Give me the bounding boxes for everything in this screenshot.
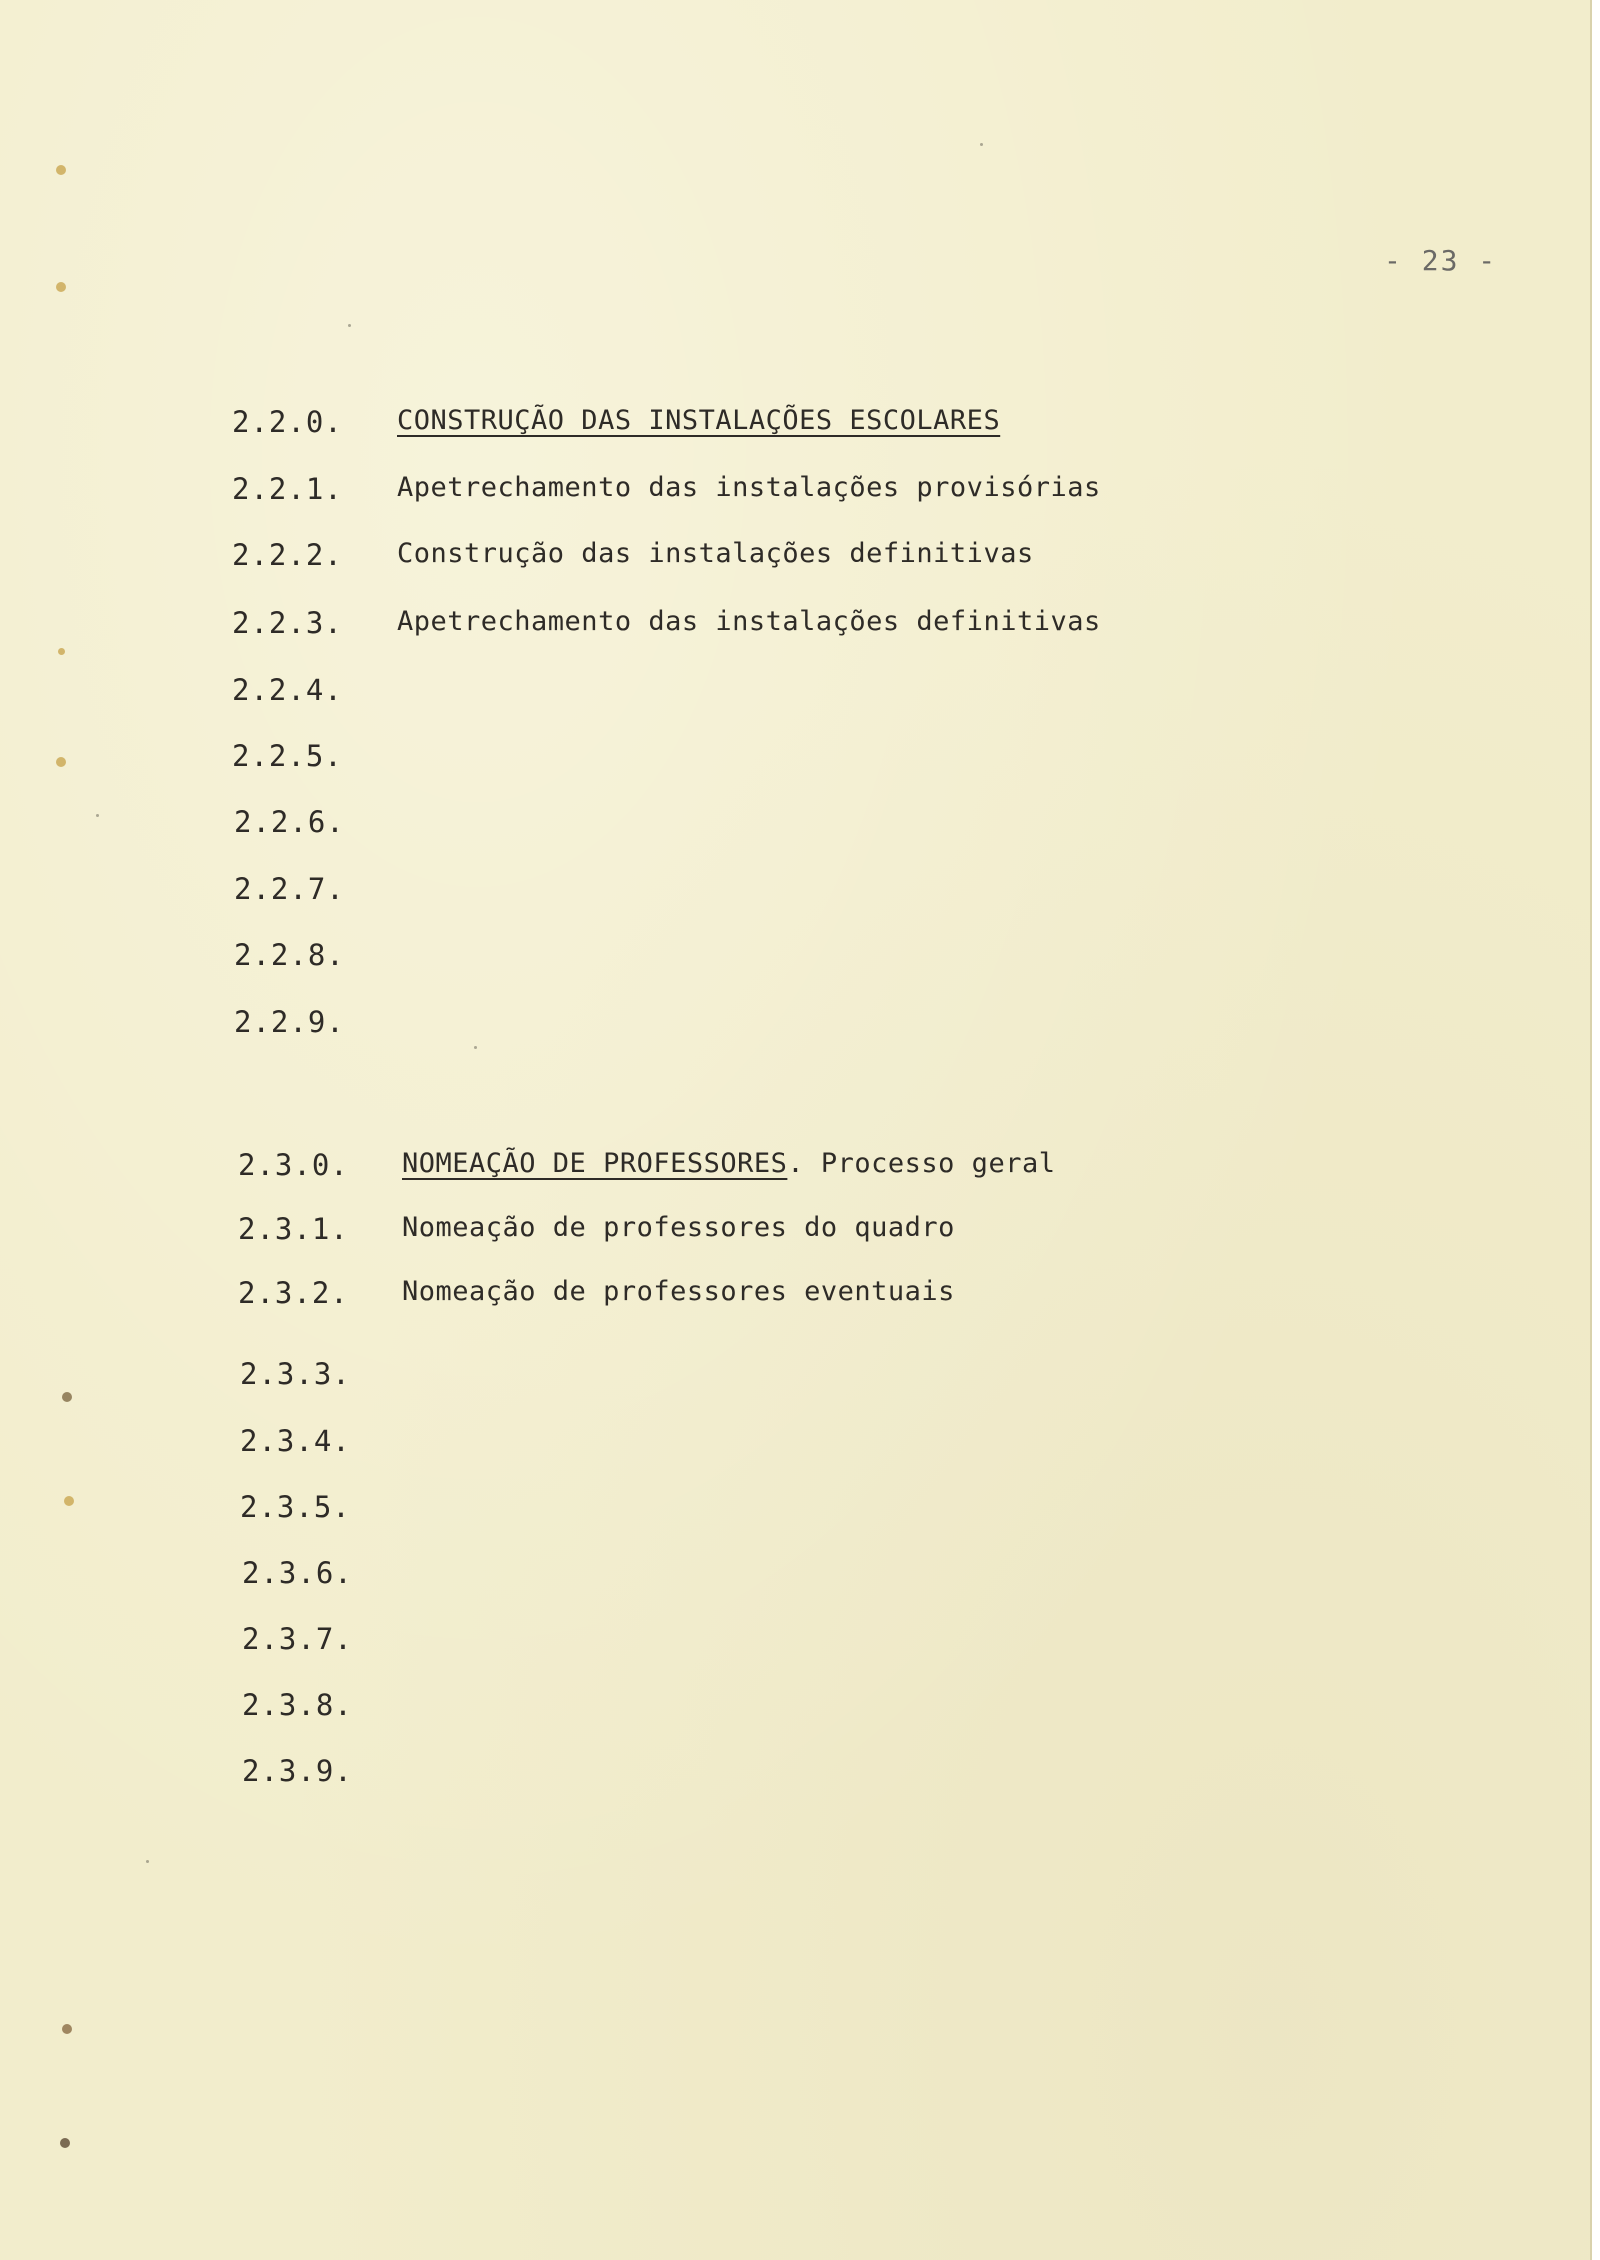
punch-hole-mark bbox=[60, 2138, 70, 2148]
list-item bbox=[0, 739, 1400, 779]
section-heading-line bbox=[402, 1148, 1055, 1179]
item-number: 2.2.0. bbox=[232, 405, 343, 439]
list-item bbox=[0, 1212, 1400, 1252]
punch-hole-mark bbox=[56, 165, 66, 175]
list-item bbox=[0, 872, 1400, 912]
list-item bbox=[0, 1005, 1400, 1045]
list-item bbox=[0, 538, 1400, 578]
list-item bbox=[0, 606, 1400, 646]
section-heading: NOMEAÇÃO DE PROFESSORES bbox=[402, 1148, 788, 1179]
item-number: 2.2.5. bbox=[232, 739, 343, 773]
list-item bbox=[0, 1622, 1400, 1662]
list-item bbox=[0, 938, 1400, 978]
punch-hole-mark bbox=[62, 2024, 72, 2034]
item-number: 2.2.6. bbox=[234, 805, 345, 839]
list-item bbox=[0, 1276, 1400, 1316]
punch-hole-mark bbox=[56, 282, 66, 292]
item-number: 2.3.7. bbox=[242, 1622, 353, 1656]
item-number: 2.3.8. bbox=[242, 1688, 353, 1722]
item-number: 2.3.9. bbox=[242, 1754, 353, 1788]
list-item bbox=[0, 805, 1400, 845]
paper-speck bbox=[980, 143, 983, 146]
item-number: 2.2.3. bbox=[232, 606, 343, 640]
item-number: 2.2.7. bbox=[234, 872, 345, 906]
list-item bbox=[0, 1357, 1400, 1397]
item-text: Nomeação de professores do quadro bbox=[402, 1212, 955, 1243]
item-number: 2.3.0. bbox=[238, 1148, 349, 1182]
item-number: 2.3.2. bbox=[238, 1276, 349, 1310]
item-number: 2.3.6. bbox=[242, 1556, 353, 1590]
item-text: Nomeação de professores eventuais bbox=[402, 1276, 955, 1307]
paper-speck bbox=[348, 324, 351, 327]
item-number: 2.2.2. bbox=[232, 538, 343, 572]
list-item bbox=[0, 1688, 1400, 1728]
section-heading: CONSTRUÇÃO DAS INSTALAÇÕES ESCOLARES bbox=[397, 405, 1001, 436]
item-text: Apetrechamento das instalações provisórias bbox=[397, 472, 1101, 503]
item-number: 2.3.5. bbox=[240, 1490, 351, 1524]
list-item bbox=[0, 1148, 1400, 1188]
list-item bbox=[0, 405, 1400, 445]
punch-hole-mark bbox=[58, 648, 65, 655]
item-number: 2.2.8. bbox=[234, 938, 345, 972]
list-item bbox=[0, 1556, 1400, 1596]
list-item bbox=[0, 1424, 1400, 1464]
item-number: 2.3.3. bbox=[240, 1357, 351, 1391]
section-heading-suffix: . Processo geral bbox=[787, 1148, 1056, 1179]
item-text: Construção das instalações definitivas bbox=[397, 538, 1034, 569]
page-number: - 23 - bbox=[1384, 244, 1498, 277]
list-item bbox=[0, 1754, 1400, 1794]
item-number: 2.2.9. bbox=[234, 1005, 345, 1039]
item-number: 2.2.4. bbox=[232, 673, 343, 707]
item-number: 2.3.4. bbox=[240, 1424, 351, 1458]
list-item bbox=[0, 1490, 1400, 1530]
list-item bbox=[0, 673, 1400, 713]
list-item bbox=[0, 472, 1400, 512]
item-text: Apetrechamento das instalações definitivas bbox=[397, 606, 1101, 637]
item-number: 2.2.1. bbox=[232, 472, 343, 506]
paper-speck bbox=[146, 1860, 149, 1863]
paper-speck bbox=[474, 1046, 477, 1049]
item-number: 2.3.1. bbox=[238, 1212, 349, 1246]
